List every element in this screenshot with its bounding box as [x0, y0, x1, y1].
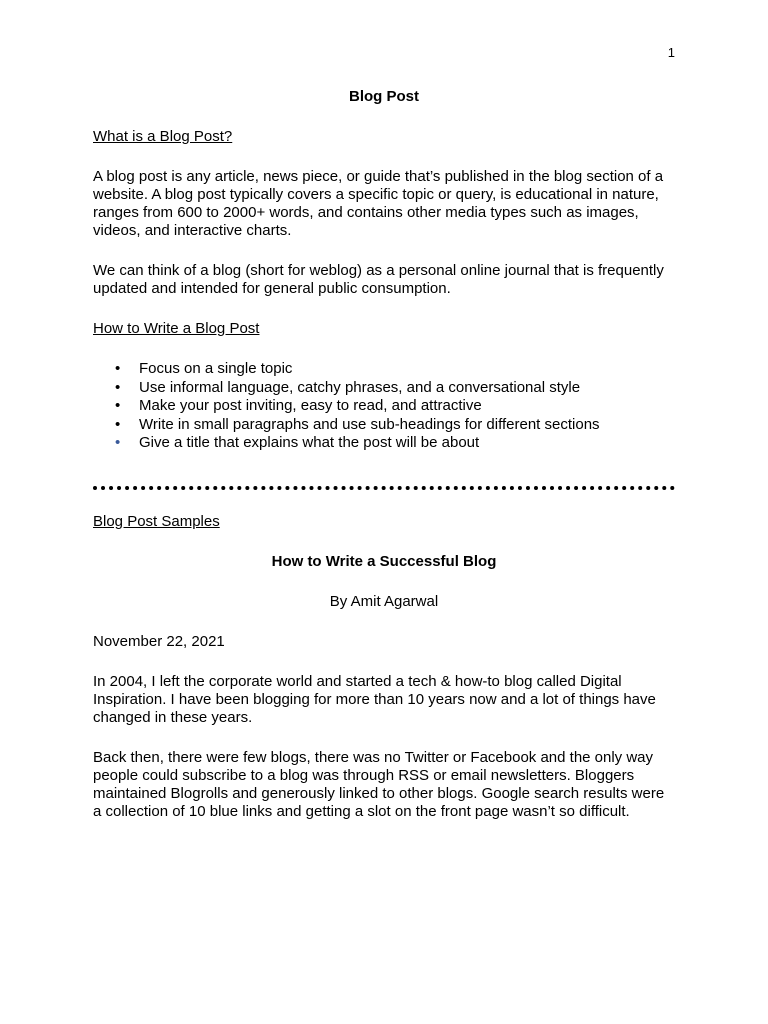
list-item: • Make your post inviting, easy to read, and attractive: [139, 397, 675, 416]
paragraph: A blog post is any article, news piece, or guide that’s published in the blog section of a website. A blog post typically covers a specific topic or query, is educational in nature, ranges from 600 to 2000+ words, and contains other media types such as images, videos, and interactive charts.: [93, 168, 664, 239]
paragraph: We can think of a blog (short for weblog) as a personal online journal that is frequently updated and intended for general public consumption.: [93, 262, 664, 297]
list-item: • Give a title that explains what the post will be about: [139, 434, 675, 453]
byline: By Amit Agarwal: [329, 592, 439, 610]
sample-title: How to Write a Successful Blog: [271, 552, 497, 570]
paragraph: In 2004, I left the corporate world and started a tech & how-to blog called Digital Inspiration. I have been blogging for more than 10 years now and a lot of things have changed in these years.: [93, 672, 656, 726]
document-title: Blog Post: [349, 88, 419, 105]
section-heading-samples: Blog Post Samples: [93, 512, 220, 530]
list-item: • Write in small paragraphs and use sub-headings for different sections: [139, 416, 675, 435]
list-item: • Use informal language, catchy phrases, and a conversational style: [139, 379, 675, 398]
date: November 22, 2021: [93, 632, 225, 650]
document-body: [93, 88, 675, 821]
page-number: 1: [667, 45, 675, 60]
section-heading-what-is: What is a Blog Post?: [93, 128, 233, 145]
tips-list: [93, 360, 675, 453]
paragraph: Back then, there were few blogs, there was no Twitter or Facebook and the only way people could subscribe to a blog was through RSS or email newsletters. Bloggers maintained Blogrolls and generously linked to other blogs. Google search results were a collection of 10 blue links and getting a slot on the front page wasn’t so difficult.: [93, 748, 665, 820]
section-heading-how-to-write: How to Write a Blog Post: [93, 320, 260, 337]
list-item: • Focus on a single topic: [139, 360, 675, 379]
